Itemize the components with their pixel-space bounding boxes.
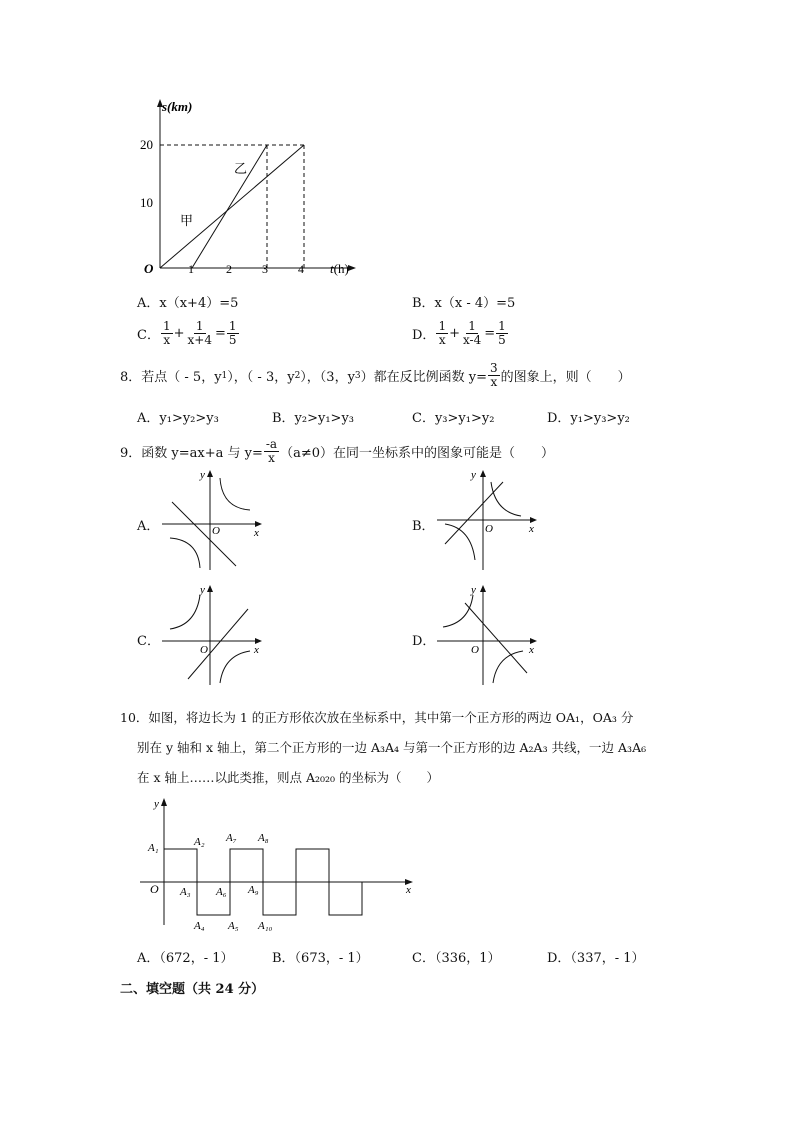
q9-question: 9．函数 y=ax+a 与 y= $\frac{-a}{x}$ （a≠0）在同一坐标系中的图象可能是（ ） (120, 437, 555, 465)
svg-text:O: O (471, 644, 479, 656)
svg-text:y: y (200, 584, 205, 596)
label-jia: 甲 (180, 213, 194, 228)
x-axis-label: t(h) (330, 261, 349, 276)
q7-option-d: D． $\frac{1}{x}$ + $\frac{1}{x-4}$ = $\frac{1}{5}$ (412, 319, 506, 347)
svg-text:x: x (254, 644, 259, 656)
svg-text:x: x (529, 523, 534, 535)
q8-option-b: B．y₂>y₁>y₃ (272, 411, 355, 426)
line-yi (192, 145, 267, 268)
label-yi: 乙 (234, 161, 248, 176)
q9-graph-d (435, 583, 540, 688)
y-axis-label: s(km) (162, 99, 193, 114)
q10-line2: 别在 y 轴和 x 轴上，第二个正方形的一边 A₃A₄ 与第一个正方形的边 A₂A₃ 共线，一边 A₃A₆ (137, 740, 647, 755)
svg-text:A₉: A₉ (248, 884, 259, 896)
q8-option-c: C．y₃>y₁>y₂ (412, 411, 495, 426)
q10-option-c: C．（336，1） (412, 951, 501, 966)
q10-option-d: D．（337，- 1） (547, 951, 645, 966)
svg-text:x: x (254, 527, 259, 539)
q10-option-b: B．（673，- 1） (272, 951, 369, 966)
x-tick-2: 2 (226, 262, 232, 276)
svg-text:y: y (154, 798, 159, 810)
q10-line3: 在 x 轴上……以此类推，则点 A₂₀₂₀ 的坐标为（ ） (137, 770, 440, 785)
svg-text:O: O (150, 882, 159, 896)
q9-label-c: C． (137, 634, 160, 649)
svg-text:O: O (200, 644, 208, 656)
svg-text:x: x (406, 884, 411, 896)
svg-text:O: O (212, 525, 220, 537)
x-tick-4: 4 (298, 262, 304, 276)
svg-text:y: y (200, 469, 205, 481)
q7-distance-time-graph (130, 95, 370, 280)
q7-option-a: A．x（x+4）=5 (137, 296, 239, 311)
q7-option-b: B．x（x - 4）=5 (412, 296, 516, 311)
svg-text:A₄: A₄ (194, 920, 205, 932)
section-2-heading: 二、填空题（共 24 分） (120, 982, 265, 997)
x-tick-1: 1 (188, 262, 194, 276)
svg-text:y: y (471, 469, 476, 481)
q8-option-a: A．y₁>y₂>y₃ (137, 411, 219, 426)
y-tick-10: 10 (140, 195, 153, 210)
svg-text:A₁₀: A₁₀ (258, 920, 273, 932)
svg-text:A₅: A₅ (228, 920, 239, 932)
y-tick-20: 20 (140, 137, 153, 152)
q10-squares-graph (140, 793, 425, 935)
origin-label: O (144, 261, 154, 276)
svg-text:x: x (529, 644, 534, 656)
q9-graph-a (160, 468, 265, 573)
svg-text:O: O (485, 523, 493, 535)
svg-text:A₈: A₈ (258, 832, 269, 844)
x-tick-3: 3 (262, 262, 268, 276)
q9-graph-c (160, 583, 265, 688)
q7-option-c: C． $\frac{1}{x}$ + $\frac{1}{x+4}$ = $\frac{1}{5}$ (137, 319, 237, 347)
q8-question: 8．若点（ - 5，y 1 ），（ - 3，y 2 ），（3，y 3 ）都在反比例函数 y= $\frac{3}{x}$ 的图象上，则（ ） (120, 361, 631, 389)
q9-label-d: D． (412, 634, 436, 649)
svg-text:A₆: A₆ (216, 886, 227, 898)
q10-line1: 10．如图，将边长为 1 的正方形依次放在坐标系中，其中第一个正方形的两边 OA₁，OA₃ 分 (120, 710, 634, 725)
q8-option-d: D．y₁>y₃>y₂ (547, 411, 630, 426)
svg-text:A₇: A₇ (226, 832, 237, 844)
q9-label-b: B． (412, 519, 435, 534)
line-jia (160, 145, 304, 268)
q10-option-a: A．（672，- 1） (137, 951, 234, 966)
svg-text:A₂: A₂ (194, 836, 205, 848)
svg-text:y: y (471, 584, 476, 596)
svg-text:A₃: A₃ (180, 886, 191, 898)
q9-label-a: A． (137, 519, 160, 534)
svg-text:A₁: A₁ (148, 842, 159, 854)
q9-graph-b (435, 468, 540, 573)
